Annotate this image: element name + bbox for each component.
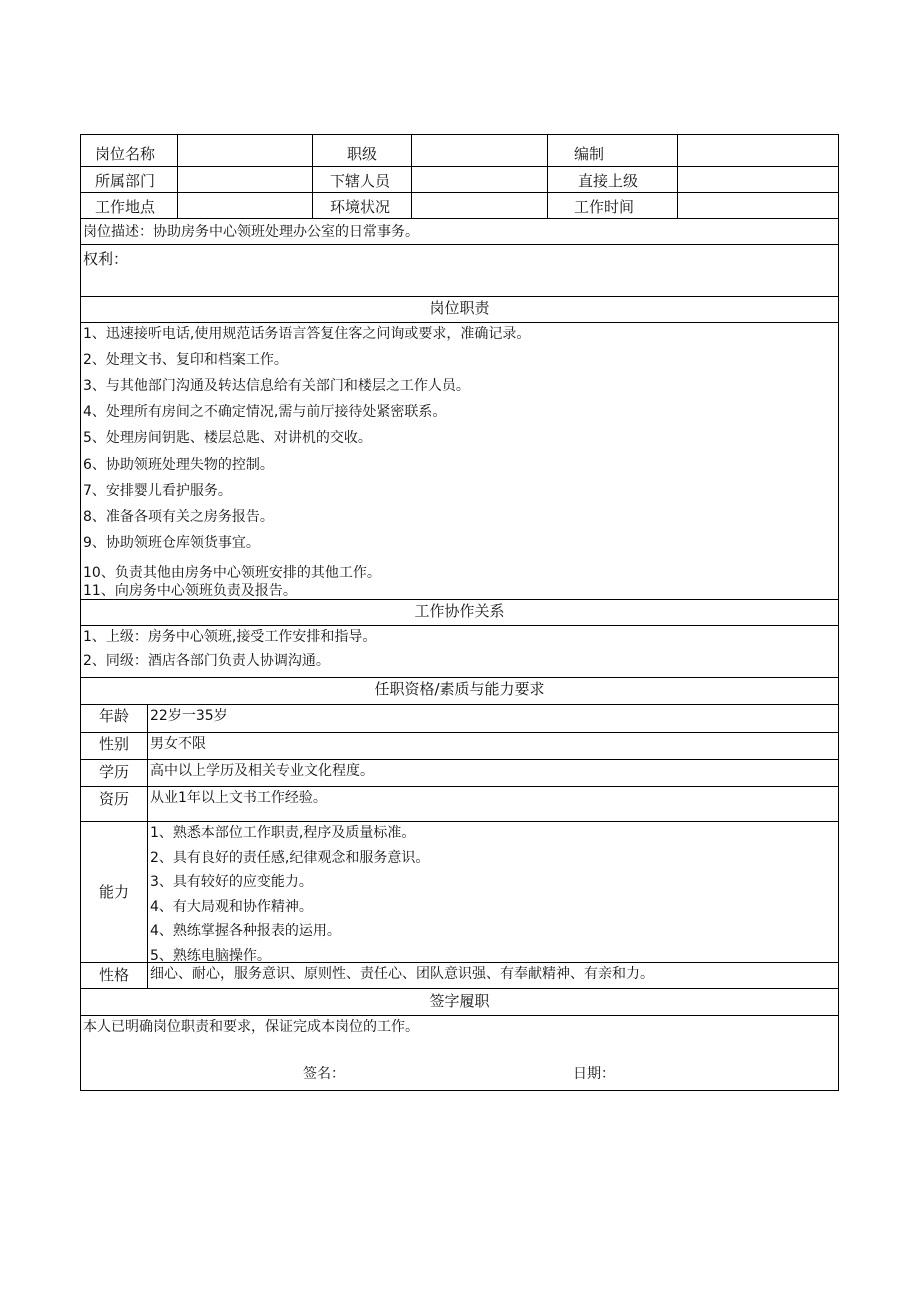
label-ability: 能力	[98, 883, 129, 901]
label-work-location: 工作地点	[95, 198, 156, 216]
row-divider	[81, 296, 838, 297]
value-character: 细心、耐心，服务意识、原则性、责任心、团队意识强、有奉献精神、有亲和力。	[150, 966, 654, 982]
qualifications-title: 任职资格/素质与能力要求	[374, 680, 545, 698]
value-age: 22岁一35岁	[150, 708, 228, 724]
duty-item: 11、向房务中心领班负责及报告。	[83, 583, 297, 599]
relations-title: 工作协作关系	[414, 602, 505, 620]
grid-line	[547, 135, 548, 218]
duty-item: 4、处理所有房间之不确定情况,需与前厅接待处紧密联系。	[83, 404, 447, 420]
row-divider	[81, 704, 838, 705]
label-department: 所属部门	[95, 172, 156, 190]
label-character: 性格	[98, 966, 129, 984]
duty-item: 1、迅速接听电话,使用规范话务语言答复住客之问询或要求，准确记录。	[83, 326, 531, 342]
duties-title: 岗位职责	[429, 299, 490, 317]
label-experience: 资历	[98, 790, 129, 808]
duty-item: 8、准备各项有关之房务报告。	[83, 509, 274, 525]
relation-item: 1、上级：房务中心领班,接受工作安排和指导。	[83, 629, 377, 645]
job-description-form	[80, 134, 839, 1091]
label-gender: 性别	[98, 735, 129, 753]
value-gender: 男女不限	[150, 736, 206, 752]
row-divider	[81, 677, 838, 678]
row-divider	[81, 988, 838, 989]
label-age: 年龄	[98, 707, 129, 725]
row-divider	[81, 962, 838, 963]
rights-label: 权利：	[83, 250, 129, 268]
row-divider	[81, 786, 838, 787]
duty-item: 10、负责其他由房务中心领班安排的其他工作。	[83, 565, 381, 581]
row-divider	[81, 244, 838, 245]
ability-item: 4、有大局观和协作精神。	[150, 899, 313, 915]
row-divider	[81, 732, 838, 733]
grid-line	[147, 704, 148, 988]
grid-line	[177, 135, 178, 218]
label-work-hours: 工作时间	[574, 198, 635, 216]
ability-item: 5、熟练电脑操作。	[150, 948, 271, 964]
row-divider	[81, 599, 838, 600]
row-divider	[81, 166, 838, 167]
duty-item: 5、处理房间钥匙、楼层总匙、对讲机的交收。	[83, 430, 372, 446]
row-divider	[81, 1015, 838, 1016]
ability-item: 2、具有良好的责任感,纪律观念和服务意识。	[150, 850, 430, 866]
duty-item: 6、协助领班处理失物的控制。	[83, 457, 274, 473]
row-divider	[81, 759, 838, 760]
label-education: 学历	[98, 763, 129, 781]
grid-line	[312, 135, 313, 218]
label-rank: 职级	[347, 145, 378, 163]
label-direct-superior: 直接上级	[578, 172, 639, 190]
label-position-name: 岗位名称	[95, 145, 156, 163]
sign-label[interactable]: 签名：	[303, 1066, 345, 1082]
value-education: 高中以上学历及相关专业文化程度。	[150, 763, 374, 779]
ability-item: 4、熟练掌握各种报表的运用。	[150, 923, 341, 939]
row-divider	[81, 192, 838, 193]
relation-item: 2、同级：酒店各部门负责人协调沟通。	[83, 653, 330, 669]
signature-title: 签字履职	[429, 992, 490, 1010]
label-headcount: 编制	[574, 145, 605, 163]
row-divider	[81, 821, 838, 822]
ability-item: 3、具有较好的应变能力。	[150, 874, 313, 890]
duty-item: 2、处理文书、复印和档案工作。	[83, 352, 288, 368]
label-subordinates: 下辖人员	[330, 172, 391, 190]
value-experience: 从业1年以上文书工作经验。	[150, 790, 327, 806]
duty-item: 3、与其他部门沟通及转达信息给有关部门和楼层之工作人员。	[83, 378, 470, 394]
duty-item: 7、安排婴儿看护服务。	[83, 483, 232, 499]
row-divider	[81, 322, 838, 323]
date-label[interactable]: 日期：	[573, 1066, 615, 1082]
grid-line	[411, 135, 412, 218]
commitment-statement: 本人已明确岗位职责和要求，保证完成本岗位的工作。	[83, 1019, 419, 1035]
label-environment: 环境状况	[330, 198, 391, 216]
position-description: 岗位描述：协助房务中心领班处理办公室的日常事务。	[83, 224, 419, 240]
row-divider	[81, 218, 838, 219]
grid-line	[677, 135, 678, 218]
ability-item: 1、熟悉本部位工作职责,程序及质量标准。	[150, 825, 416, 841]
row-divider	[81, 625, 838, 626]
duty-item: 9、协助领班仓库领货事宜。	[83, 535, 260, 551]
